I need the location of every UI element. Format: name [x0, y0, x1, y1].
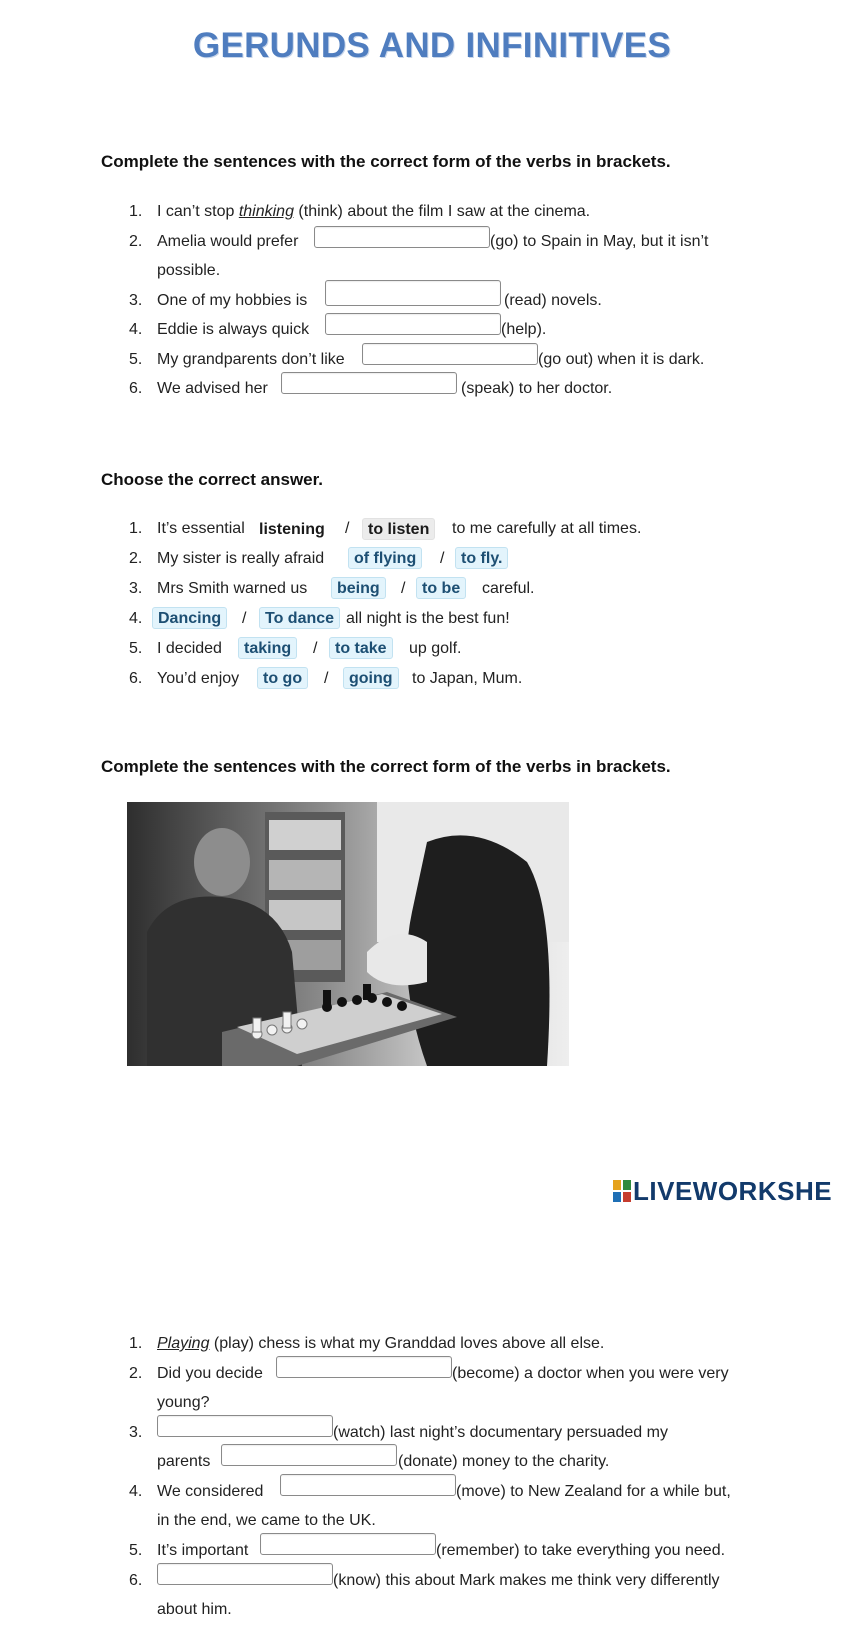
sentence-text: all night is the best fun! [346, 610, 510, 627]
choice-option[interactable]: being [331, 577, 386, 599]
choice-separator: / [345, 520, 350, 537]
sentence-text: possible. [157, 262, 221, 279]
logo-text: LIVEWORKSHE [633, 1176, 833, 1206]
sentence-text: (go out) when it is dark. [538, 351, 705, 368]
answer-input[interactable] [362, 343, 538, 365]
choice-separator: / [440, 550, 445, 567]
sentence [157, 1333, 604, 1355]
item-number: 6. [129, 1572, 143, 1589]
sentence-text: (know) this about Mark makes me think very differently [333, 1572, 720, 1589]
choice-separator: / [324, 670, 329, 687]
answer-input[interactable] [314, 226, 490, 248]
sentence-text: Mrs Smith warned us [157, 580, 308, 597]
choice-separator: / [242, 610, 247, 627]
choice-option[interactable]: to take [329, 637, 393, 659]
sentence-text: We advised her [157, 380, 268, 397]
sentence-text: young? [157, 1394, 210, 1411]
choice-option[interactable]: To dance [259, 607, 340, 629]
answer-input[interactable] [221, 1444, 397, 1466]
choice-option[interactable]: to fly. [455, 547, 508, 569]
item-number: 5. [129, 1542, 143, 1559]
sentence-text: (read) novels. [504, 292, 602, 309]
choice-option[interactable]: going [343, 667, 399, 689]
item-number: 4. [129, 1483, 143, 1500]
sentence-text: It’s important [157, 1542, 249, 1559]
item-number: 6. [129, 380, 143, 397]
item-number: 6. [129, 670, 143, 687]
section-2-instruction: Choose the correct answer. [101, 470, 324, 489]
choice-separator: / [313, 640, 318, 657]
sentence-text: to Japan, Mum. [412, 670, 523, 687]
sentence-text: It’s essential [157, 520, 245, 537]
item-number: 4. [129, 321, 143, 338]
choice-option[interactable]: Dancing [152, 607, 227, 629]
item-number: 3. [129, 1424, 143, 1441]
sentence-text: My sister is really afraid [157, 550, 325, 567]
sentence-text: in the end, we came to the UK. [157, 1512, 376, 1529]
answer-input[interactable] [276, 1356, 452, 1378]
sentence-text: Eddie is always quick [157, 321, 310, 338]
example-answer: Playing [157, 1335, 210, 1352]
sentence-text: (watch) last night’s documentary persuaded my [333, 1424, 668, 1441]
item-number: 5. [129, 351, 143, 368]
liveworksheets-logo-icon [613, 1180, 631, 1202]
sentence-text: up golf. [409, 640, 462, 657]
item-number: 3. [129, 580, 143, 597]
choice-option[interactable]: taking [238, 637, 297, 659]
item-number: 4. [129, 610, 143, 627]
choice-option[interactable]: of flying [348, 547, 422, 569]
item-number: 1. [129, 1335, 143, 1352]
sentence-text: to me carefully at all times. [452, 520, 642, 537]
answer-input[interactable] [281, 372, 457, 394]
answer-input[interactable] [280, 1474, 456, 1496]
sentence-text: One of my hobbies is [157, 292, 308, 309]
answer-input[interactable] [325, 313, 501, 335]
sentence-text: I decided [157, 640, 222, 657]
item-number: 1. [129, 203, 143, 220]
sentence-text: My grandparents don’t like [157, 351, 345, 368]
answer-input[interactable] [157, 1563, 333, 1585]
chess-photo-illustration [127, 802, 569, 1066]
sentence-text: We considered [157, 1483, 264, 1500]
sentence-text: Did you decide [157, 1365, 263, 1382]
sentence [157, 201, 590, 223]
sentence-text: (remember) to take everything you need. [436, 1542, 726, 1559]
worksheet-title: GERUNDS AND INFINITIVES [192, 26, 672, 65]
sentence-text: about him. [157, 1601, 232, 1618]
answer-input[interactable] [325, 280, 501, 306]
choice-option[interactable]: to be [416, 577, 466, 599]
choice-option[interactable]: listening [259, 521, 325, 538]
item-number: 1. [129, 520, 143, 537]
sentence-text: (think) about the film I saw at the cinema. [293, 203, 591, 220]
answer-input[interactable] [260, 1533, 436, 1555]
sentence-text: Amelia would prefer [157, 233, 299, 250]
sentence-text: (play) chess is what my Granddad loves above all else. [209, 1335, 605, 1352]
choice-option[interactable]: to listen [362, 518, 435, 540]
sentence-text: You’d enjoy [157, 670, 240, 687]
sentence-text: (speak) to her doctor. [461, 380, 613, 397]
sentence-text: I can’t stop [157, 203, 239, 220]
item-number: 3. [129, 292, 143, 309]
sentence-text: (become) a doctor when you were very [452, 1365, 729, 1382]
choice-option[interactable]: to go [257, 667, 308, 689]
chess-photo [127, 802, 569, 1066]
item-number: 5. [129, 640, 143, 657]
section-3-instruction: Complete the sentences with the correct form of the verbs in brackets. [101, 757, 671, 776]
item-number: 2. [129, 1365, 143, 1382]
example-answer: thinking [238, 203, 294, 220]
sentence-text: parents [157, 1453, 211, 1470]
sentence-text: (go) to Spain in May, but it isn’t [490, 233, 709, 250]
sentence-text: careful. [482, 580, 535, 597]
sentence-text: (donate) money to the charity. [398, 1453, 610, 1470]
item-number: 2. [129, 233, 143, 250]
sentence-text: (move) to New Zealand for a while but, [456, 1483, 731, 1500]
choice-separator: / [401, 580, 406, 597]
sentence-text: (help). [501, 321, 547, 338]
liveworksheets-logo [613, 1176, 832, 1207]
answer-input[interactable] [157, 1415, 333, 1437]
item-number: 2. [129, 550, 143, 567]
section-1-instruction: Complete the sentences with the correct form of the verbs in brackets. [101, 152, 671, 171]
